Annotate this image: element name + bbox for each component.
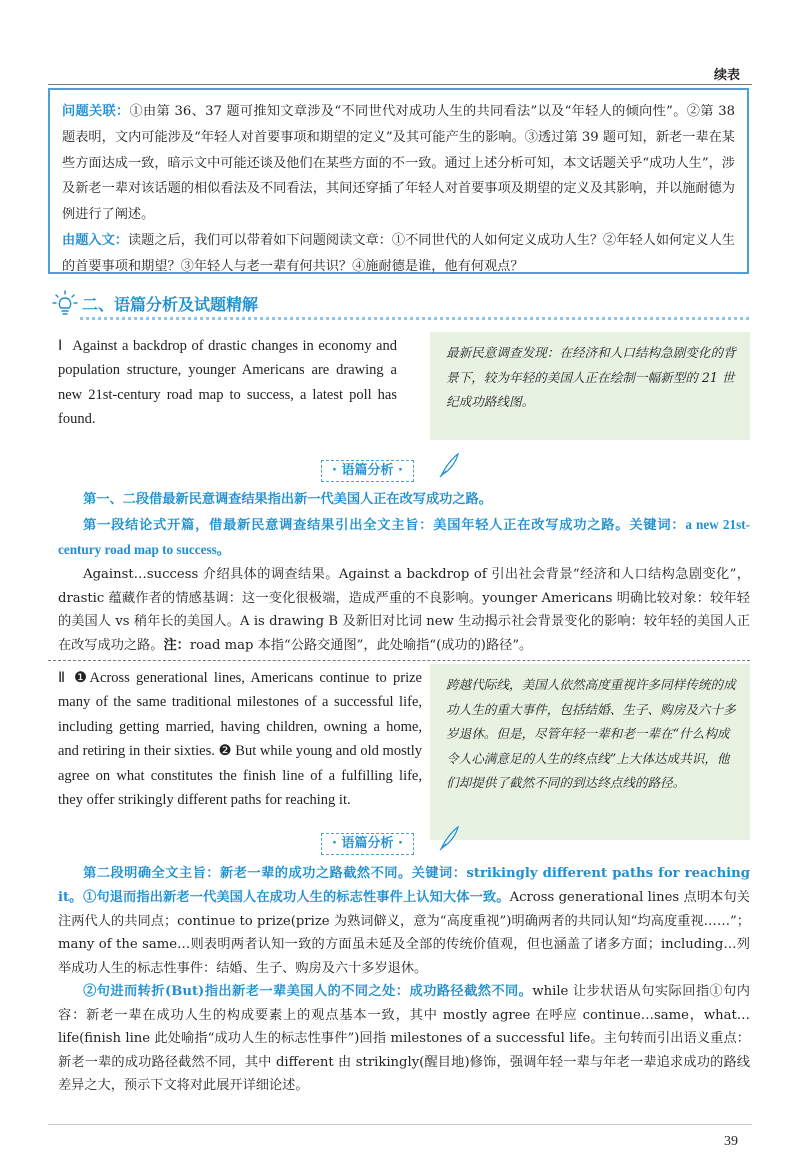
analysis-1-p1-main: 第一段结论式开篇，借最新民意调查结果引出全文主旨：美国年轻人正在改写成功之路。关键词： bbox=[83, 518, 686, 533]
question-link-text: ①由第 36、37 题可推知文章涉及“不同世代对成功人生的共同看法”以及“年轻人的倾向性”。②第 38 题表明，文内可能涉及“年轻人对首要事项和期望的定义”及其可能产生的影响。③透过第 39 题可知，新老一辈在某些方面达成一致，暗示文中可能还谈及他们在某些方面的不一致。通过上述分析可知，本文话题关乎“成功人生”，涉及新老一辈对该话题的相似看法及不同看法，其间还穿插了年轻人对首要事项及期望的定义及其影响，并以施耐德为例进行了阐述。 bbox=[62, 104, 735, 223]
analysis-1-summary bbox=[58, 488, 750, 512]
analysis-1-note-label: 注： bbox=[163, 637, 190, 653]
analysis-2-s1-head: ①句退而指出新老一代美国人在成功人生的标志性事件上认知大体一致。 bbox=[83, 890, 510, 905]
analysis-2-s2-body: while 让步状语从句实际回指①句内容：新老一辈在成功人生的构成要素上的观点基本一致，其中 mostly agree 在呼应 continue…same，what…life(finish line 此处喻指“成功人生的标志性事件”)回指 milestones of a successful life。主句转而引出语义重点：新老一辈的成功路径截然不同，其中 different 由 strikingly(醒目地)修饰，强调年轻一辈与年老一辈追求成功的路线差异之大，预示下文将对此展开详细论述。 bbox=[58, 984, 750, 1093]
analysis-1-p2-a: Against…success 介绍具体的调查结果。Against a backdrop of 引出社会背景“经济和人口结构急剧变化”，drastic 蕴藏作者的情感基调：这一变化很极端，造成严重的不良影响。younger Americans 明确比较对象：较年轻的美国人 vs 稍年长的美国人。A is drawing B 及新旧对比词 new 生动揭示社会背景变化的影响：较年轻的美国人正在改写成功之路。 bbox=[58, 567, 750, 653]
sentence-marker-2: ❷ bbox=[218, 743, 232, 760]
section-dotted-rule bbox=[80, 317, 752, 320]
analysis-1-p1-key: a new 21st-century road map to success bbox=[58, 517, 750, 557]
analysis-2-summary-text: 第二段明确全文主旨：新老一辈的成功之路截然不同。关键词：strikingly different paths for reaching it。 bbox=[58, 866, 750, 905]
question-link-paragraph bbox=[62, 99, 735, 228]
header-rule bbox=[48, 84, 752, 85]
analysis-2-sentence-1 bbox=[58, 886, 750, 980]
section-title: 二、语篇分析及试题精解 bbox=[82, 295, 259, 314]
quill-icon bbox=[438, 825, 460, 851]
passage-1-english bbox=[58, 334, 397, 432]
analysis-1-summary-text: 第一、二段借最新民意调查结果指出新一代美国人正在改写成功之路。 bbox=[83, 492, 492, 507]
analysis-2-s2-head: ②句进而转折(But)指出新老一辈美国人的不同之处：成功路径截然不同。 bbox=[83, 984, 533, 999]
passage-2-numeral: Ⅱ bbox=[58, 670, 68, 686]
question-entry-label: 由题入文： bbox=[62, 232, 128, 248]
analysis-1-paragraph-1 bbox=[58, 513, 750, 562]
analysis-1-p1-end: 。 bbox=[216, 542, 230, 558]
question-entry-text: 读题之后，我们可以带着如下问题阅读文章：①不同世代的人如何定义成功人生？②年轻人如何定义人生的首要事项和期望？③年轻人与老一辈有何共识？④施耐德是谁，他有何观点？ bbox=[62, 232, 735, 274]
analysis-2-sentence-2 bbox=[58, 980, 750, 1098]
section-heading bbox=[52, 290, 752, 320]
passage-2-sentence-2: But while young and old mostly agree on what constitutes the finish line of a fulfilling life, they offer strikingly different paths for reaching it. bbox=[58, 743, 423, 809]
passage-1-text: Against a backdrop of drastic changes in economy and population structure, younger Americans are drawing a new 21st-century road map to success, a latest poll has found. bbox=[58, 338, 397, 428]
analysis-tag-2: · 语篇分析 · bbox=[321, 833, 414, 855]
quill-icon bbox=[438, 452, 460, 478]
footer-rule bbox=[48, 1124, 752, 1125]
lightbulb-icon bbox=[52, 290, 78, 316]
passage-1-numeral: Ⅰ bbox=[58, 338, 64, 354]
continued-label: 续表 bbox=[713, 68, 740, 83]
passage-2-english bbox=[58, 666, 422, 812]
analysis-tag-1: · 语篇分析 · bbox=[321, 460, 414, 482]
sentence-marker-1: ❶ bbox=[73, 670, 90, 686]
question-entry-paragraph bbox=[62, 228, 735, 280]
analysis-1-paragraph-2 bbox=[58, 563, 750, 657]
passage-separator bbox=[48, 660, 750, 661]
passage-2-translation: 跨越代际线，美国人依然高度重视许多同样传统的成功人生的重大事件，包括结婚、生子、购房及六十多岁退休。但是，尽管年轻一辈和老一辈在“什么构成令人心满意足的人生的终点线”上大体达成共识，他们却提供了截然不同的到达终点线的路径。 bbox=[430, 664, 750, 840]
question-link-box bbox=[48, 88, 749, 274]
passage-2-sentence-1: Across generational lines, Americans continue to prize many of the same traditional milestones of a successful life, including getting married, having children, owning a home, and retiring in their sixties. bbox=[58, 670, 422, 760]
page-number: 39 bbox=[724, 1134, 738, 1149]
analysis-1-p2-b: road map 本指“公路交通图”，此处喻指“(成功的)路径”。 bbox=[189, 637, 533, 653]
analysis-2-s1-body: Across generational lines 点明本句关注两代人的共同点；continue to prize(prize 为熟词僻义，意为“高度重视”)明确两者的共同认知“均高度重视……”；many of the same…则表明两者认知一致的方面虽未延及全部的传统价值观，但也涵盖了诸多方面；including…列举成功人生的标志性事件：结婚、生子、购房及六十多岁退休。 bbox=[58, 890, 750, 976]
passage-1-translation: 最新民意调查发现：在经济和人口结构急剧变化的背景下，较为年轻的美国人正在绘制一幅新型的 21 世纪成功路线图。 bbox=[430, 332, 750, 440]
question-link-label: 问题关联： bbox=[62, 104, 130, 119]
